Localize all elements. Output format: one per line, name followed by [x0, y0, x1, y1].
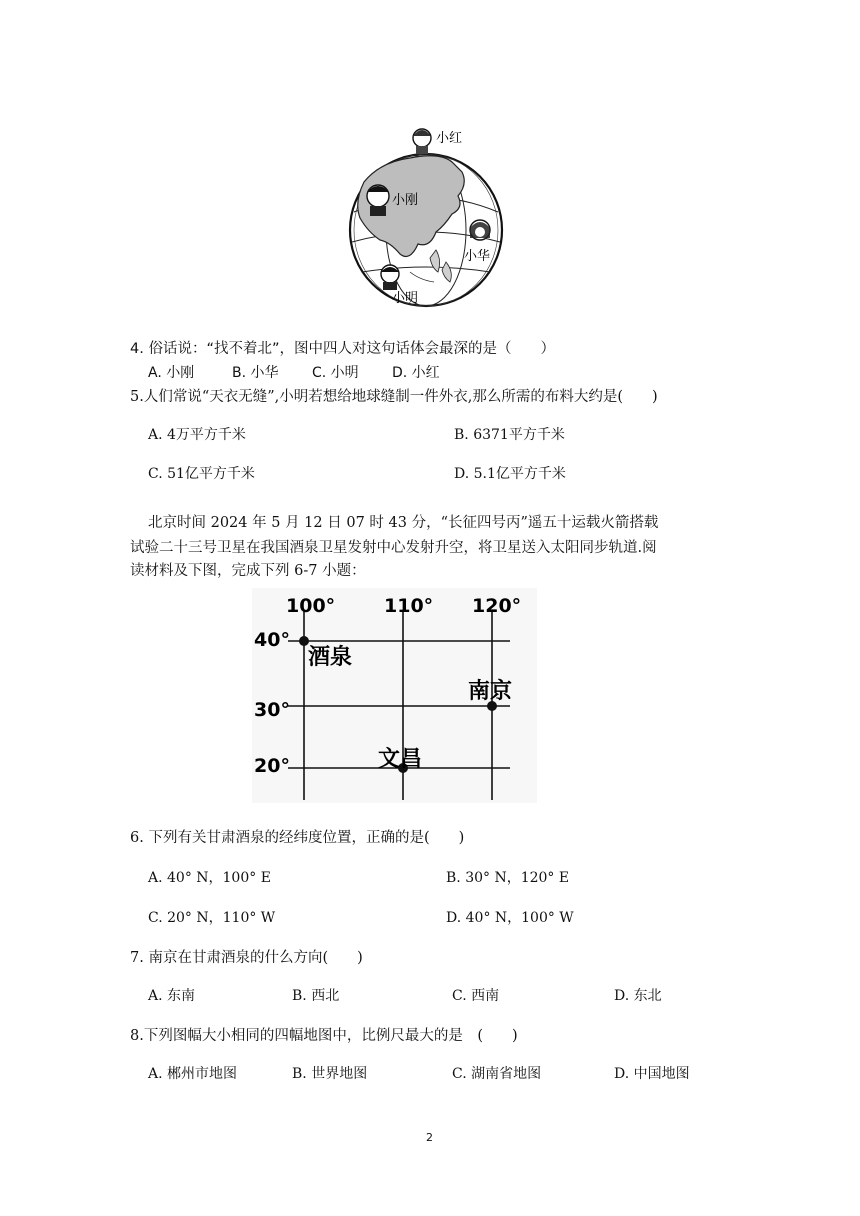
q8-option-c: C. 湖南省地图: [452, 1066, 542, 1082]
globe-figure: [340, 122, 510, 318]
question-8-stem: 8.下列图幅大小相同的四幅地图中，比例尺最大的是 ( ): [130, 1028, 518, 1044]
xiaoming-figure: [381, 265, 399, 290]
q5-option-a: A. 4万平方千米: [148, 427, 246, 443]
xiaogang-figure: [367, 185, 389, 216]
q4-option-c: C. 小明: [312, 365, 359, 381]
q8-option-d: D. 中国地图: [614, 1066, 690, 1082]
lon-label-120: 120°: [472, 595, 522, 617]
question-7-stem: 7. 南京在甘肃酒泉的什么方向( ): [130, 950, 363, 966]
q5-option-d: D. 5.1亿平方千米: [454, 466, 566, 482]
q7-option-a: A. 东南: [148, 988, 196, 1004]
q5-option-c: C. 51亿平方千米: [148, 466, 255, 482]
place-nanjing: 南京: [468, 678, 513, 704]
q8-option-b: B. 世界地图: [292, 1066, 368, 1082]
label-xiaohong: 小红: [436, 131, 463, 146]
q6-option-c: C. 20° N，110° W: [148, 910, 276, 926]
q4-option-d: D. 小红: [392, 365, 440, 381]
lat-label-30: 30°: [254, 699, 290, 721]
place-wenchang: 文昌: [378, 746, 423, 772]
lon-label-100: 100°: [286, 595, 336, 617]
question-4-stem: 4. 俗话说：“找不着北”，图中四人对这句话体会最深的是（ ）: [130, 341, 555, 357]
lat-label-40: 40°: [254, 629, 290, 651]
lon-label-110: 110°: [384, 595, 434, 617]
question-6-stem: 6. 下列有关甘肃酒泉的经纬度位置，正确的是( ): [130, 830, 465, 846]
lat-lon-grid-map: [252, 588, 537, 803]
q7-option-d: D. 东北: [614, 988, 662, 1004]
q4-option-a: A. 小刚: [148, 365, 195, 381]
grid-map-svg: [252, 588, 537, 803]
q6-option-a: A. 40° N，100° E: [148, 870, 271, 886]
label-xiaohua: 小华: [464, 249, 491, 264]
lat-label-20: 20°: [254, 755, 290, 777]
q5-option-b: B. 6371平方千米: [454, 427, 565, 443]
q6-option-b: B. 30° N，120° E: [446, 870, 570, 886]
place-jiuquan: 酒泉: [308, 644, 353, 670]
q4-option-b: B. 小华: [232, 365, 279, 381]
q6-option-d: D. 40° N，100° W: [446, 910, 574, 926]
label-xiaogang: 小刚: [392, 193, 419, 208]
question-5-stem: 5.人们常说“天衣无缝”,小明若想给地球缝制一件外衣,那么所需的布料大约是( ): [130, 389, 658, 405]
q7-option-b: B. 西北: [292, 988, 340, 1004]
passage-line-1: 北京时间 2024 年 5 月 12 日 07 时 43 分，“长征四号丙”遥五十运载火箭搭载: [148, 515, 659, 531]
xiaohong-figure: [413, 129, 431, 154]
label-xiaoming: 小明: [392, 291, 419, 306]
xiaohua-figure: [470, 220, 490, 240]
page-number: 2: [426, 1131, 433, 1144]
passage-line-2: 试验二十三号卫星在我国酒泉卫星发射中心发射升空，将卫星送入太阳同步轨道.阅: [130, 540, 657, 556]
q8-option-a: A. 郴州市地图: [148, 1066, 238, 1082]
passage-line-3: 读材料及下图，完成下列 6-7 小题：: [130, 563, 366, 579]
q7-option-c: C. 西南: [452, 988, 500, 1004]
globe-illustration: [340, 122, 510, 318]
